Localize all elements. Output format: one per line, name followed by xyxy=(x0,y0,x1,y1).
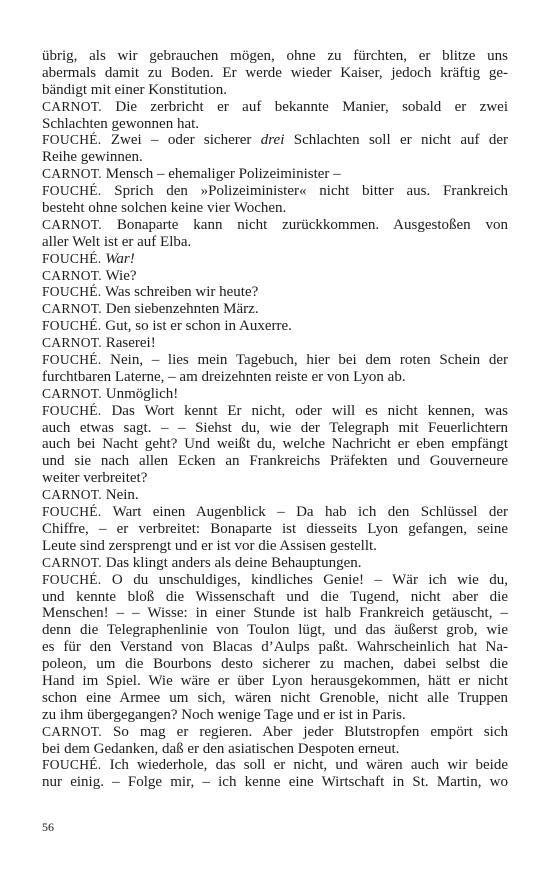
italic-word: drei xyxy=(260,132,285,149)
speaker-name: CARNOT. xyxy=(42,98,102,114)
text-line xyxy=(42,639,508,656)
text-line xyxy=(42,453,508,470)
speaker-name: CARNOT. xyxy=(42,385,102,401)
text-line xyxy=(42,420,508,437)
line-text: Reihe gewinnen. xyxy=(42,149,143,166)
text-line xyxy=(42,200,508,217)
text-line xyxy=(42,149,508,166)
text-line xyxy=(42,605,508,622)
dialogue-line xyxy=(42,183,508,200)
dialogue-line xyxy=(42,318,508,335)
line-text: übrig, als wir gebrauchen mögen, ohne zu fürchten, er blitze uns xyxy=(42,48,508,64)
dialogue-line xyxy=(42,284,508,301)
dialogue-line xyxy=(42,724,508,741)
line-text: Ich wiederhole, das soll er nicht, und wären auch wir beide xyxy=(109,757,508,774)
speaker-name: CARNOT. xyxy=(42,335,102,351)
speaker-name: CARNOT. xyxy=(42,301,102,317)
speaker-name: FOUCHÉ. xyxy=(42,132,102,148)
line-text: nur einig. – Folge mir, – ich kenne eine Wirtschaft in St. Martin, wo xyxy=(42,774,508,791)
speaker-name: FOUCHÉ. xyxy=(42,284,102,300)
dialogue-line xyxy=(42,757,508,774)
line-text: Die zerbricht er auf bekannte Manier, sobald er zwei xyxy=(115,98,508,115)
line-text: denn die Telegraphenlinie von Toulon lügt, und das äußerst grob, wie xyxy=(42,622,508,639)
line-text: Chiffre, – er verbreitet: Bonaparte ist diesseits Lyon gefangen, seine xyxy=(42,520,508,537)
text-line xyxy=(42,589,508,606)
speaker-name: CARNOT. xyxy=(42,216,102,232)
dialogue-line xyxy=(42,504,508,521)
speaker-name: FOUCHÉ. xyxy=(42,757,102,773)
line-text: furchtbaren Laterne, – am dreizehnten reiste er von Lyon ab. xyxy=(42,368,406,385)
line-text: Schlachten soll er nicht auf der xyxy=(293,132,509,149)
line-text: besteht ohne solchen keine vier Wochen. xyxy=(42,200,287,217)
dialogue-line xyxy=(42,572,508,589)
line-text: auch bei Nacht geht? Und weißt du, welche Nachricht er eben empfängt xyxy=(42,436,508,453)
dialogue-line xyxy=(42,251,508,268)
line-text: es für den Verstand von Blacas d’Aulps paßt. Wahrscheinlich hat Na- xyxy=(42,639,508,656)
line-text: Raserei! xyxy=(105,335,156,352)
line-text: Hand im Spiel. Wie wäre er über Lyon herausgekommen, hätt er nicht xyxy=(42,672,508,689)
line-text: Wie? xyxy=(105,267,137,284)
text-line xyxy=(42,622,508,639)
text-line xyxy=(42,470,508,487)
dialogue-line xyxy=(42,217,508,234)
dialogue-line xyxy=(42,487,508,504)
text-line xyxy=(42,116,508,133)
line-text: poleon, um die Bourbons desto sicherer zu machen, dabei selbst die xyxy=(42,656,508,673)
line-text: So mag er regieren. Aber jeder Blutstropfen empört sich xyxy=(113,723,509,740)
line-text: auch etwas sagt. – – Siehst du, wie der Telegraph mit Feuerlichtern xyxy=(42,419,508,436)
speaker-name: FOUCHÉ. xyxy=(42,504,102,520)
text-line xyxy=(42,65,508,82)
text-line xyxy=(42,521,508,538)
text-line xyxy=(42,741,508,758)
dialogue-line xyxy=(42,335,508,352)
page-number: 56 xyxy=(42,820,54,834)
speaker-name: FOUCHÉ. xyxy=(42,571,102,587)
line-text: Mensch – ehemaliger Polizeiminister – xyxy=(105,166,341,183)
speaker-name: FOUCHÉ. xyxy=(42,250,102,266)
line-text: Zwei – oder sicherer xyxy=(110,132,252,149)
line-text: Schlachten gewonnen hat. xyxy=(42,115,200,132)
line-text: weiter verbreitet? xyxy=(42,470,148,487)
speaker-name: CARNOT. xyxy=(42,267,102,283)
speaker-name: CARNOT. xyxy=(42,723,102,739)
line-text: Den siebenzehnten März. xyxy=(105,301,259,318)
speaker-name: CARNOT. xyxy=(42,554,102,570)
dialogue-line xyxy=(42,403,508,420)
line-text: Unmöglich! xyxy=(105,385,179,402)
text-line xyxy=(42,707,508,724)
speaker-name: CARNOT. xyxy=(42,487,102,503)
dialogue-line xyxy=(42,99,508,116)
line-text: und sie nach allen Ecken an Frankreichs Präfekten und Gouverneure xyxy=(42,453,508,470)
line-text: zu ihm übergegangen? Noch wenige Tage und er ist in Paris. xyxy=(42,706,406,723)
text-line xyxy=(42,538,508,555)
speaker-name: FOUCHÉ. xyxy=(42,352,102,368)
speaker-name: FOUCHÉ. xyxy=(42,318,102,334)
line-text: schon eine Armee um sich, wären nicht Grenoble, nicht alle Truppen xyxy=(42,689,508,706)
line-text: Was schreiben wir heute? xyxy=(104,284,259,301)
line-text: Leute sind zersprengt und er ist vor die Assisen gestellt. xyxy=(42,537,377,554)
text-line xyxy=(42,82,508,99)
line-text: Bonaparte kann nicht zurückkommen. Ausgestoßen von xyxy=(116,216,509,233)
line-text: bändigt mit einer Konstitution. xyxy=(42,81,227,98)
speaker-name: FOUCHÉ. xyxy=(42,183,102,199)
dialogue-line xyxy=(42,301,508,318)
text-line xyxy=(42,774,508,791)
text-line xyxy=(42,436,508,453)
line-text: Nein. xyxy=(105,487,139,504)
line-text: Das klingt anders als deine Behauptungen. xyxy=(105,554,362,571)
dialogue-line xyxy=(42,555,508,572)
italic-word: War! xyxy=(105,250,135,267)
line-text: Das Wort kennt Er nicht, oder will es nicht kennen, was xyxy=(111,402,508,419)
line-text: Menschen! – – Wisse: in einer Stunde ist halb Frankreich getäuscht, – xyxy=(42,605,508,622)
line-text: Nein, – lies mein Tagebuch, hier bei dem roten Schein der xyxy=(110,352,509,369)
line-text: und kennte bloß die Wissenschaft und die Tugend, nicht aber die xyxy=(42,588,508,605)
text-line xyxy=(42,656,508,673)
line-text: O du unschuldiges, kindliches Genie! – Wär ich wie du, xyxy=(111,571,508,588)
line-text: Gut, so ist er schon in Auxerre. xyxy=(105,318,292,335)
text-line xyxy=(42,690,508,707)
speaker-name: FOUCHÉ. xyxy=(42,402,102,418)
line-text: aller Welt ist er auf Elba. xyxy=(42,233,192,250)
page-body-text xyxy=(42,48,508,791)
text-line xyxy=(42,234,508,251)
dialogue-line xyxy=(42,166,508,183)
dialogue-line xyxy=(42,386,508,403)
dialogue-line xyxy=(42,132,508,149)
dialogue-line xyxy=(42,268,508,285)
line-text: Wart einen Augenblick – Da hab ich den Schlüssel der xyxy=(112,504,508,521)
text-line xyxy=(42,48,508,65)
dialogue-line xyxy=(42,352,508,369)
line-text: abermals damit zu Boden. Er werde wieder Kaiser, jedoch kräftig ge- xyxy=(42,64,508,81)
text-line xyxy=(42,673,508,690)
speaker-name: CARNOT. xyxy=(42,166,102,182)
text-line xyxy=(42,369,508,386)
line-text: bei dem Gedanken, daß er den asiatischen Despoten erneut. xyxy=(42,740,400,757)
line-text: Sprich den »Polizeiminister« nicht bitter aus. Frankreich xyxy=(114,183,509,200)
